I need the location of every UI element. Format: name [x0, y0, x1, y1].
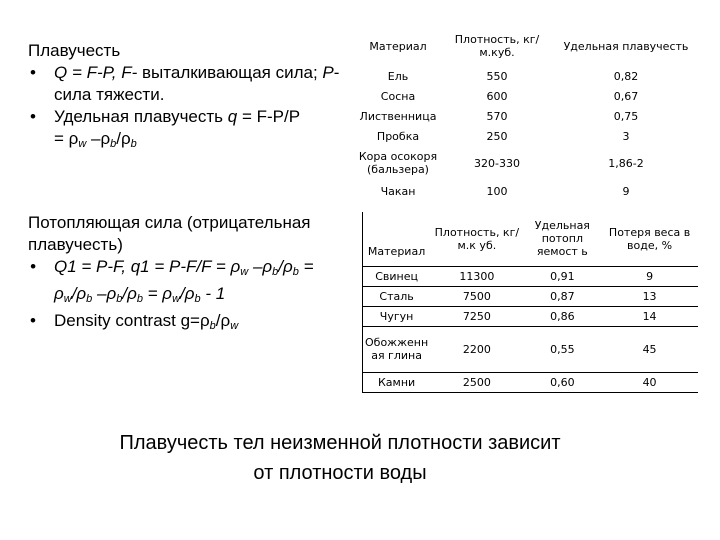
table-row	[354, 146, 700, 180]
table-header-cell: Плотность, кг/м.к уб.	[430, 212, 523, 266]
table-cell: Сосна	[380, 89, 416, 103]
table-cell: Ель	[387, 69, 409, 83]
table-cell: Пробка	[376, 129, 420, 143]
bullet-buoyancy-force: • Q = F-P, F- выталкивающая сила; P-сила тяжести.	[30, 63, 340, 104]
table-cell: Сталь	[363, 286, 431, 306]
heavy-materials-table	[362, 212, 698, 393]
table-cell: 13	[601, 286, 698, 306]
buoyancy-section	[28, 40, 358, 155]
bullet-dot-icon: •	[30, 257, 36, 276]
bullet-sinking-formula: • Q1 = P-F, $q1 = P-F/F = \rho_w$ $-\rho_b/\rho_b$ = $\rho_w/\rho_b$ $-\rho_b/\rho_b = \rho_w/\rho_b - 1$	[30, 257, 314, 305]
table-cell: 9	[601, 266, 698, 286]
bullet-dot-icon: •	[30, 311, 36, 330]
table-cell: 550	[486, 69, 508, 83]
conclusion-text	[40, 428, 640, 488]
table-cell: 45	[601, 326, 698, 372]
table-cell: 14	[601, 306, 698, 326]
table-row	[363, 372, 699, 392]
table-cell: Свинец	[363, 266, 431, 286]
table-cell: Чакан	[380, 184, 416, 198]
table-cell: 0,55	[524, 326, 602, 372]
wood-buoyancy-table	[354, 26, 700, 202]
table-cell: Лиственница	[359, 109, 437, 123]
table-cell: 9	[622, 184, 630, 198]
table-cell: Обожженн ая глина	[363, 326, 431, 372]
bullet-dot-icon: •	[30, 63, 36, 82]
section-title-buoyancy: Плавучесть	[28, 41, 121, 60]
table-header-row	[354, 26, 700, 66]
bullet-dot-icon: •	[30, 107, 36, 126]
table-cell: 0,60	[524, 372, 602, 392]
table-header-cell: Материал	[369, 39, 427, 53]
table-header-cell: Удельная плавучесть	[563, 39, 689, 53]
table-header-cell: Плотность, кг/м.куб.	[454, 33, 540, 59]
table-row	[363, 326, 699, 372]
table-cell: 2200	[430, 326, 523, 372]
table-cell: Камни	[363, 372, 431, 392]
conclusion-line-2: от плотности воды	[253, 462, 427, 484]
section-title-sinking-force: Потопляющая сила (отрицательная плавучесть)	[28, 213, 311, 254]
table-row	[354, 86, 700, 106]
table-cell: 0,82	[613, 69, 639, 83]
table-header-cell: Потеря веса в воде, %	[601, 212, 698, 266]
table-row	[354, 66, 700, 86]
bullet-specific-buoyancy: • Удельная плавучесть q = F-P/P = $\rho_w$ $-\rho_b/\rho_b$	[30, 107, 301, 150]
conclusion-line-1: Плавучесть тел неизменной плотности зависит	[119, 432, 561, 454]
table-row	[354, 126, 700, 146]
bullet-density-contrast: • Density contrast $g=\rho_b/\rho_w$	[30, 311, 239, 332]
table-cell: 600	[486, 89, 508, 103]
table-cell: 0,67	[613, 89, 639, 103]
table-cell: 100	[486, 184, 508, 198]
table-cell: 570	[486, 109, 508, 123]
table-cell: 0,91	[524, 266, 602, 286]
table-cell: 0,75	[613, 109, 639, 123]
table-row	[363, 266, 699, 286]
table-cell: 250	[486, 129, 508, 143]
table-row	[354, 180, 700, 202]
table-cell: 2500	[430, 372, 523, 392]
sinking-force-section	[28, 212, 368, 337]
table-cell: 3	[622, 129, 630, 143]
table-cell: 320-330	[474, 156, 520, 170]
table-header-cell: Материал	[363, 212, 431, 266]
table-row	[354, 106, 700, 126]
table-header-cell: Удельная потопл яемост ь	[524, 212, 602, 266]
table-cell: 1,86-2	[608, 156, 644, 170]
table-cell: 11300	[430, 266, 523, 286]
table-row	[363, 306, 699, 326]
table-header-row	[363, 212, 699, 266]
table-cell: 7250	[430, 306, 523, 326]
table-cell: 7500	[430, 286, 523, 306]
table-cell: 0,86	[524, 306, 602, 326]
table-row	[363, 286, 699, 306]
table-cell: Чугун	[363, 306, 431, 326]
table-cell: 0,87	[524, 286, 602, 306]
table-cell: 40	[601, 372, 698, 392]
table-cell: Кора осокоря (бальзера)	[358, 150, 438, 176]
